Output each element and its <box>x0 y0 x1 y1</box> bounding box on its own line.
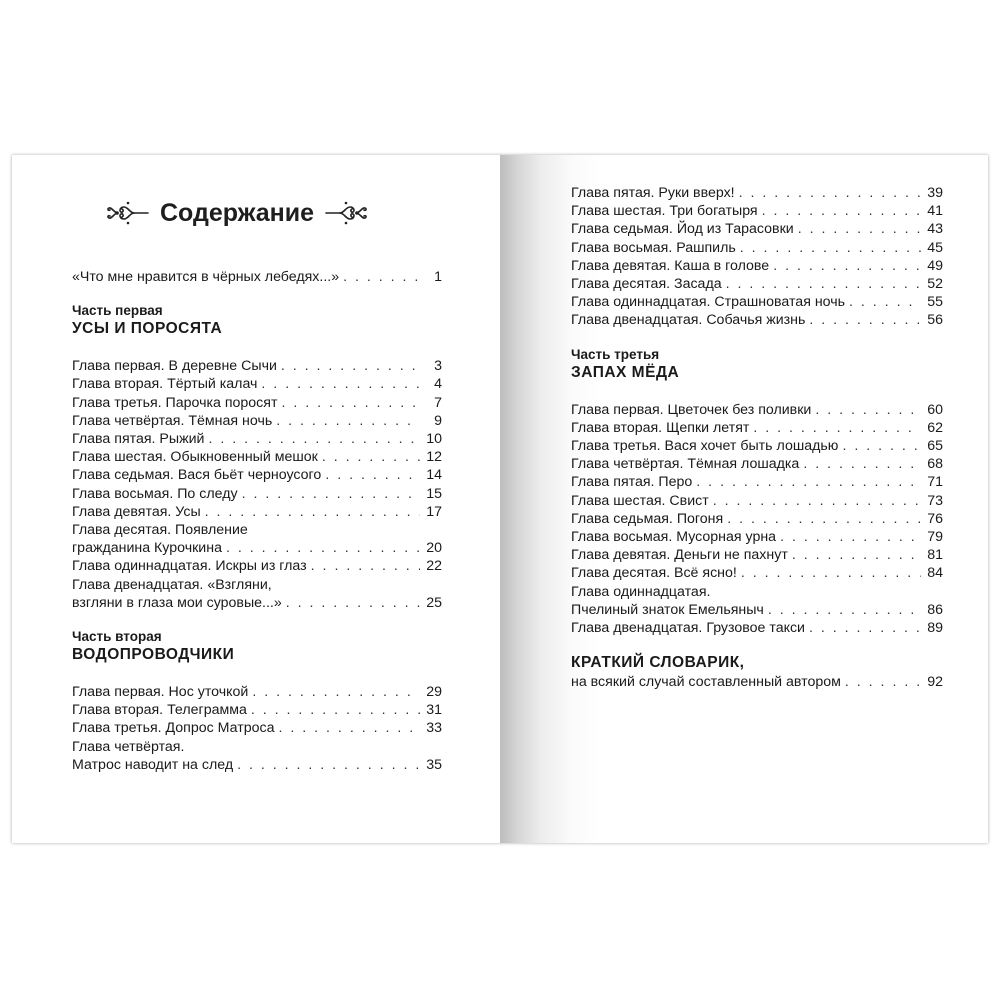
leader-dots <box>773 257 921 275</box>
entry-title: Глава пятая. Перо <box>571 474 693 491</box>
leader-dots <box>279 719 420 737</box>
entry-title-line1[interactable]: Глава двенадцатая. «Взгляни, <box>72 576 272 593</box>
toc-entry[interactable] <box>571 601 943 619</box>
leader-dots <box>242 485 420 503</box>
entry-page: 60 <box>927 401 943 418</box>
spacer <box>571 383 943 401</box>
entry-page: 43 <box>927 221 943 238</box>
toc-entry[interactable] <box>571 293 943 311</box>
leader-dots <box>261 375 420 393</box>
part-label: Часть вторая <box>72 629 162 645</box>
entry-page: 25 <box>426 594 442 611</box>
spacer <box>72 286 442 302</box>
leader-dots <box>768 601 921 619</box>
ornament-right-icon <box>324 198 370 228</box>
leader-dots <box>696 473 921 491</box>
leader-dots <box>252 683 420 701</box>
toc-entry[interactable] <box>72 539 442 557</box>
part-label: Часть первая <box>72 303 163 319</box>
entry-page: 22 <box>426 558 442 575</box>
entry-title: Глава восьмая. Рашпиль <box>571 239 736 256</box>
toc-entry[interactable] <box>571 220 943 238</box>
leader-dots <box>753 419 921 437</box>
part2-chapter-list-continued <box>571 184 943 330</box>
toc-entry[interactable] <box>571 546 943 564</box>
entry-page: 10 <box>426 431 442 448</box>
entry-page: 79 <box>927 529 943 546</box>
entry-title: Глава вторая. Тёртый калач <box>72 376 258 393</box>
toc-entry[interactable] <box>571 202 943 220</box>
toc-entry[interactable] <box>571 455 943 473</box>
entry-page: 7 <box>434 394 442 411</box>
leader-dots <box>845 673 921 691</box>
entry-title: взгляни в глаза мои суровые...» <box>72 594 282 611</box>
glossary-title: КРАТКИЙ СЛОВАРИК, <box>571 654 745 672</box>
toc-entry[interactable] <box>72 357 442 375</box>
entry-title: Глава десятая. Засада <box>571 276 722 293</box>
entry-page: 68 <box>927 456 943 473</box>
toc-entry[interactable] <box>571 419 943 437</box>
entry-title: гражданина Курочкина <box>72 540 222 557</box>
leader-dots <box>740 239 921 257</box>
entry-page: 56 <box>927 312 943 329</box>
entry-page: 9 <box>434 412 442 429</box>
entry-title: Глава восьмая. Мусорная урна <box>571 529 777 546</box>
toc-entry[interactable] <box>571 564 943 582</box>
leader-dots <box>226 539 420 557</box>
leader-dots <box>237 756 420 774</box>
entry-title: Матрос наводит на след <box>72 756 234 773</box>
toc-entry[interactable] <box>72 557 442 575</box>
toc-entry[interactable] <box>571 510 943 528</box>
entry-title: Глава одиннадцатая. Страшноватая ночь <box>571 294 846 311</box>
part-label: Часть третья <box>571 346 660 362</box>
leader-dots <box>739 184 921 202</box>
leader-dots <box>311 557 420 575</box>
entry-page: 41 <box>927 203 943 220</box>
toc-entry[interactable] <box>571 275 943 293</box>
entry-page: 55 <box>927 294 943 311</box>
entry-page: 33 <box>426 720 442 737</box>
leader-dots <box>798 220 921 238</box>
entry-page: 65 <box>927 438 943 455</box>
entry-title: Глава пятая. Рыжий <box>72 431 205 448</box>
entry-page: 84 <box>927 565 943 582</box>
toc-entry[interactable] <box>72 375 442 393</box>
spacer <box>72 339 442 357</box>
entry-page: 81 <box>927 547 943 564</box>
spacer <box>72 665 442 683</box>
entry-page: 17 <box>426 503 442 520</box>
entry-title-line1[interactable]: Глава одиннадцатая. <box>571 583 711 600</box>
entry-page: 3 <box>434 358 442 375</box>
leader-dots <box>251 701 420 719</box>
entry-title: Глава четвёртая. Тёмная ночь <box>72 412 273 429</box>
toc-entry[interactable] <box>72 430 442 448</box>
entry-page: 45 <box>927 239 943 256</box>
spacer <box>571 637 943 653</box>
leader-dots <box>281 357 420 375</box>
entry-title: Глава десятая. Всё ясно! <box>571 565 737 582</box>
entry-title: Глава девятая. Усы <box>72 503 201 520</box>
book-spread <box>12 155 988 843</box>
leader-dots <box>325 466 420 484</box>
toc-entry[interactable] <box>72 701 442 719</box>
entry-title: Глава вторая. Телеграмма <box>72 702 247 719</box>
toc-entry[interactable] <box>72 683 442 701</box>
entry-page: 52 <box>927 276 943 293</box>
toc-entry[interactable] <box>72 503 442 521</box>
entry-page: 1 <box>434 269 442 285</box>
part-title: УСЫ И ПОРОСЯТА <box>72 320 223 338</box>
entry-title-line1[interactable]: Глава десятая. Появление <box>72 522 248 539</box>
toc-entry[interactable] <box>571 257 943 275</box>
leader-dots <box>741 564 921 582</box>
toc-entry[interactable] <box>72 412 442 430</box>
ornament-left-icon <box>104 198 150 228</box>
toc-entry[interactable] <box>72 485 442 503</box>
leader-dots <box>842 437 921 455</box>
entry-title: Глава третья. Допрос Матроса <box>72 720 275 737</box>
toc-entry-glossary[interactable] <box>571 673 943 691</box>
toc-entry[interactable] <box>571 473 943 491</box>
leader-dots <box>726 275 921 293</box>
entry-page: 71 <box>927 474 943 491</box>
entry-title: Глава восьмая. По следу <box>72 485 238 502</box>
part-title: ВОДОПРОВОДЧИКИ <box>72 646 235 664</box>
entry-title: Глава двенадцатая. Собачья жизнь <box>571 312 806 329</box>
entry-page: 20 <box>426 540 442 557</box>
toc-entry[interactable] <box>571 184 943 202</box>
entry-page: 29 <box>426 684 442 701</box>
toc-entry[interactable] <box>72 448 442 466</box>
entry-title: Глава девятая. Каша в голове <box>571 257 770 274</box>
leader-dots <box>792 546 921 564</box>
leader-dots <box>281 394 420 412</box>
toc-entry[interactable] <box>72 719 442 737</box>
entry-title: Глава седьмая. Вася бьёт черноусого <box>72 467 322 484</box>
leader-dots <box>205 503 420 521</box>
spacer <box>571 330 943 346</box>
entry-page: 4 <box>434 376 442 393</box>
toc-entry[interactable] <box>72 594 442 612</box>
spacer <box>72 612 442 628</box>
leader-dots <box>815 401 921 419</box>
entry-title: Глава седьмая. Погоня <box>571 510 724 527</box>
toc-entry[interactable] <box>571 528 943 546</box>
toc-entry[interactable] <box>72 466 442 484</box>
toc-entry[interactable] <box>571 311 943 329</box>
leader-dots <box>780 528 921 546</box>
leader-dots <box>276 412 420 430</box>
entry-title: Глава первая. Нос уточкой <box>72 684 249 701</box>
entry-title: на всякий случай составленный автором <box>571 674 841 691</box>
entry-page: 86 <box>927 601 943 618</box>
entry-title: Глава двенадцатая. Грузовое такси <box>571 620 805 637</box>
toc-right-column <box>571 184 943 691</box>
toc-entry[interactable] <box>571 492 943 510</box>
leader-dots <box>803 455 921 473</box>
entry-title: Глава седьмая. Йод из Тарасовки <box>571 221 794 238</box>
leader-dots <box>343 268 420 286</box>
leader-dots <box>762 202 921 220</box>
entry-title: Глава вторая. Щепки летят <box>571 419 750 436</box>
entry-page: 15 <box>426 485 442 502</box>
entry-title: Глава пятая. Руки вверх! <box>571 185 735 201</box>
entry-title: Глава шестая. Свист <box>571 492 709 509</box>
entry-title: Глава шестая. Три богатыря <box>571 203 758 220</box>
leader-dots <box>322 448 420 466</box>
left-page <box>12 155 500 843</box>
toc-entry[interactable] <box>72 394 442 412</box>
entry-page: 14 <box>426 467 442 484</box>
leader-dots <box>713 492 921 510</box>
part3-chapter-list <box>571 401 943 638</box>
entry-title: Глава девятая. Деньги не пахнут <box>571 547 788 564</box>
leader-dots <box>208 430 420 448</box>
entry-page: 35 <box>426 756 442 773</box>
entry-page: 92 <box>927 674 943 691</box>
toc-entry[interactable] <box>571 619 943 637</box>
toc-entry[interactable] <box>571 437 943 455</box>
part-title: ЗАПАХ МЁДА <box>571 363 680 381</box>
entry-title: Глава третья. Парочка поросят <box>72 394 278 411</box>
toc-heading <box>74 198 400 228</box>
entry-page: 31 <box>426 702 442 719</box>
entry-title: «Что мне нравится в чёрных лебедях...» <box>72 269 340 285</box>
entry-title: Глава четвёртая. Тёмная лошадка <box>571 456 800 473</box>
leader-dots <box>727 510 921 528</box>
entry-page: 62 <box>927 419 943 436</box>
toc-title: Содержание <box>159 198 315 227</box>
leader-dots <box>809 311 921 329</box>
entry-page: 76 <box>927 510 943 527</box>
part2-chapter-list <box>72 683 442 774</box>
entry-title: Глава третья. Вася хочет быть лошадью <box>571 438 839 455</box>
leader-dots <box>286 594 420 612</box>
leader-dots <box>849 293 921 311</box>
toc-entry[interactable] <box>72 756 442 774</box>
entry-page: 73 <box>927 492 943 509</box>
entry-page: 89 <box>927 620 943 637</box>
entry-title: Глава первая. В деревне Сычи <box>72 358 277 375</box>
entry-title: Глава шестая. Обыкновенный мешок <box>72 449 318 466</box>
entry-title-line1[interactable]: Глава четвёртая. <box>72 738 185 755</box>
entry-title: Глава одиннадцатая. Искры из глаз <box>72 558 307 575</box>
toc-left-column <box>72 268 442 774</box>
entry-page: 49 <box>927 257 943 274</box>
entry-title: Пчелиный знаток Емельяныч <box>571 601 764 618</box>
part1-chapter-list <box>72 357 442 612</box>
entry-title: Глава первая. Цветочек без поливки <box>571 401 812 418</box>
toc-entry-intro[interactable] <box>72 268 442 286</box>
entry-page: 39 <box>927 185 943 201</box>
right-page <box>500 155 988 843</box>
toc-entry[interactable] <box>571 239 943 257</box>
toc-entry[interactable] <box>571 401 943 419</box>
entry-page: 12 <box>426 449 442 466</box>
leader-dots <box>809 619 921 637</box>
